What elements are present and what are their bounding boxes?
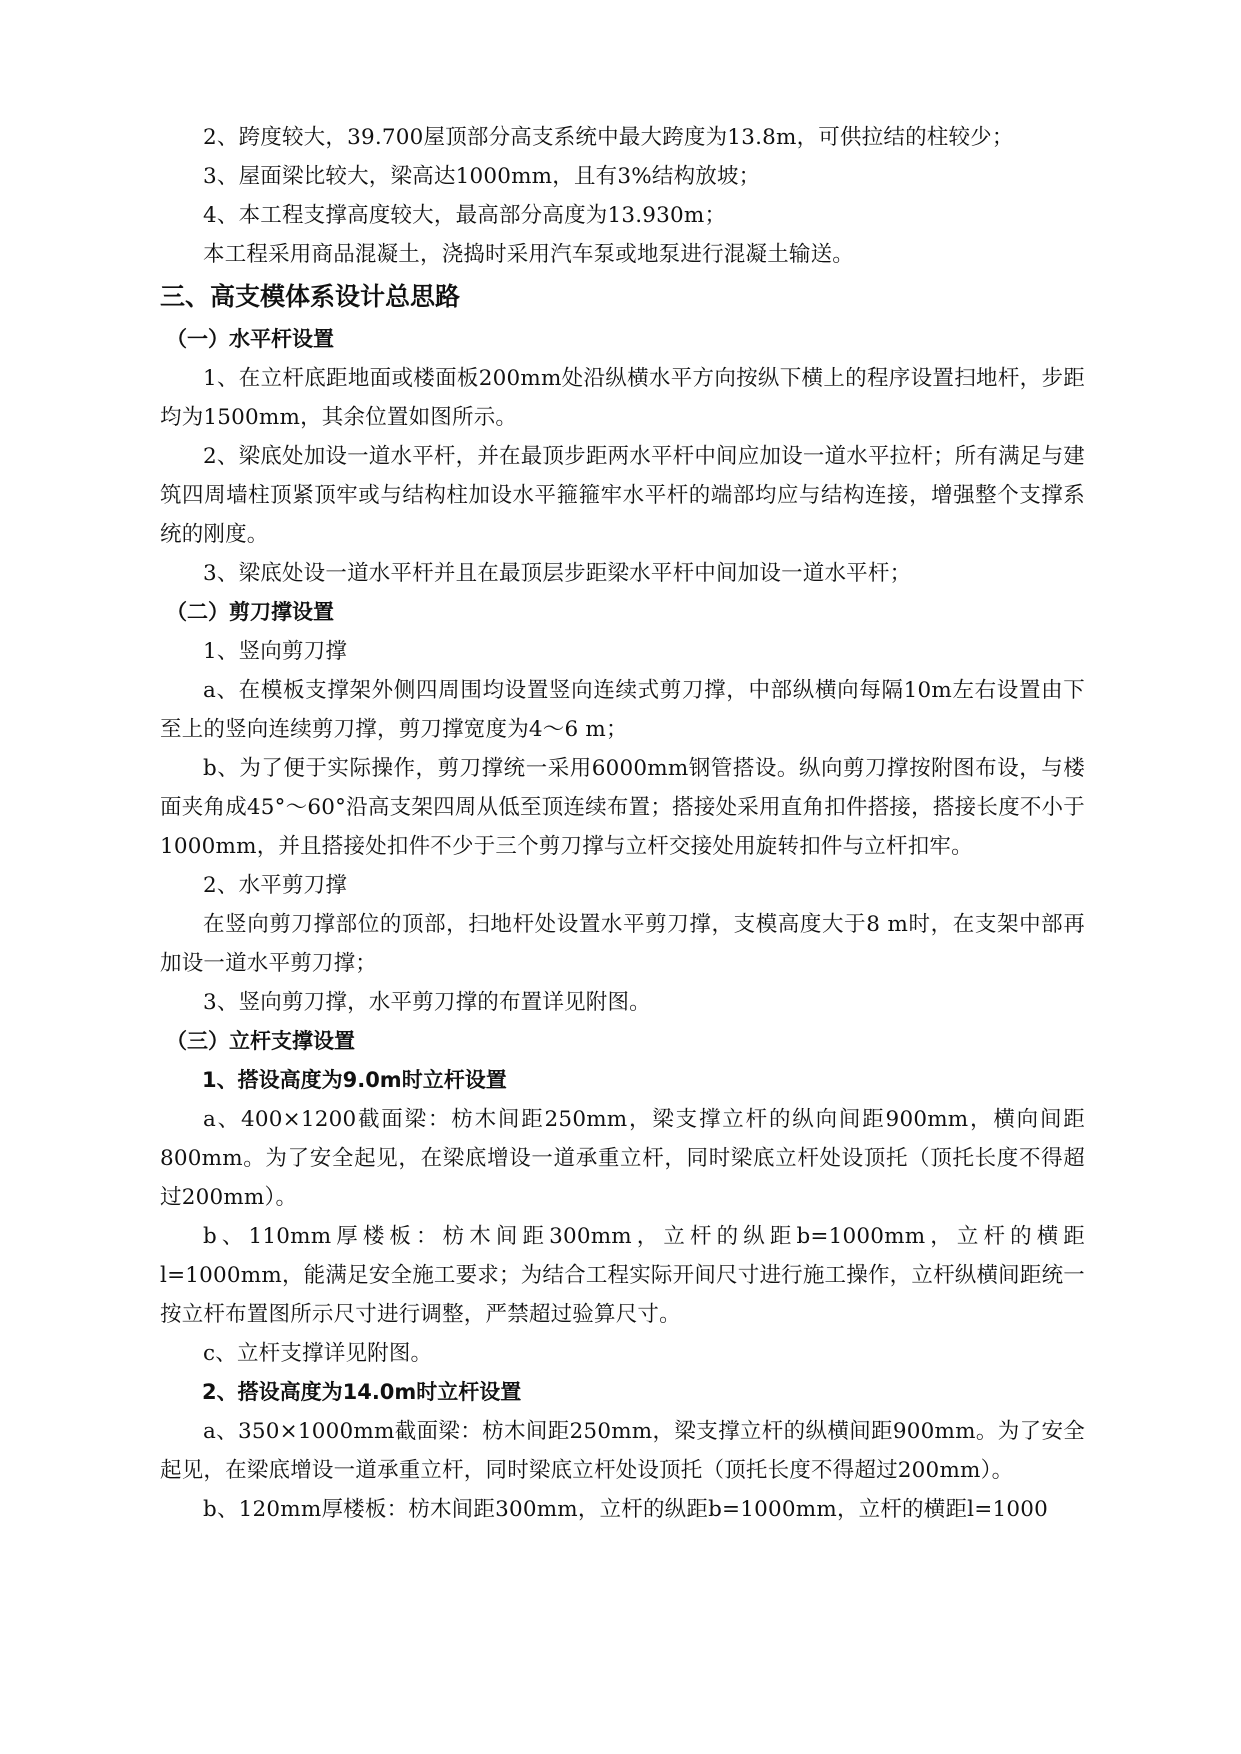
- section-heading: 三、高支模体系设计总思路: [160, 282, 461, 311]
- paragraph: a、在模板支撑架外侧四周围均设置竖向连续式剪刀撑，中部纵横向每隔10m左右设置由下至上的竖向连续剪刀撑，剪刀撑宽度为4～6 m；: [160, 678, 1085, 742]
- paragraph: a、400×1200截面梁：枋木间距250mm，梁支撑立杆的纵向间距900mm，横向间距800mm。为了安全起见，在梁底增设一道承重立杆，同时梁底立杆处设顶托（顶托长度不得超过200mm）。: [160, 1107, 1085, 1210]
- document-body: [160, 118, 1085, 1529]
- paragraph: b、120mm厚楼板：枋木间距300mm，立杆的纵距b=1000mm，立杆的横距l=1000: [203, 1497, 1048, 1522]
- paragraph: 4、本工程支撑高度较大，最高部分高度为13.930m；: [203, 203, 727, 228]
- paragraph: a、350×1000mm截面梁：枋木间距250mm，梁支撑立杆的纵横间距900mm。为了安全起见，在梁底增设一道承重立杆，同时梁底立杆处设顶托（顶托长度不得超过200mm）。: [160, 1419, 1085, 1483]
- paragraph: 3、竖向剪刀撑，水平剪刀撑的布置详见附图。: [203, 990, 651, 1015]
- subsection-heading: （一）水平杆设置: [166, 327, 334, 351]
- paragraph: 本工程采用商品混凝土，浇捣时采用汽车泵或地泵进行混凝土输送。: [203, 242, 855, 267]
- paragraph: 2、水平剪刀撑: [203, 873, 348, 898]
- paragraph: 3、梁底处设一道水平杆并且在最顶层步距梁水平杆中间加设一道水平杆；: [203, 561, 912, 586]
- paragraph: c、立杆支撑详见附图。: [203, 1341, 433, 1366]
- subsection-heading: （三）立杆支撑设置: [166, 1029, 355, 1053]
- item-heading: 1、搭设高度为9.0m时立杆设置: [202, 1068, 507, 1092]
- paragraph: 1、在立杆底距地面或楼面板200mm处沿纵横水平方向按纵下横上的程序设置扫地杆，步距均为1500mm，其余位置如图所示。: [160, 366, 1085, 430]
- paragraph: b、110mm厚楼板：枋木间距300mm，立杆的纵距b=1000mm，立杆的横距l=1000mm，能满足安全施工要求；为结合工程实际开间尺寸进行施工操作，立杆纵横间距统一按立杆布置图所示尺寸进行调整，严禁超过验算尺寸。: [160, 1224, 1085, 1327]
- paragraph: 1、竖向剪刀撑: [203, 639, 348, 664]
- item-heading: 2、搭设高度为14.0m时立杆设置: [202, 1380, 522, 1404]
- subsection-heading: （二）剪刀撑设置: [166, 600, 334, 624]
- paragraph: 2、梁底处加设一道水平杆，并在最顶步距两水平杆中间应加设一道水平拉杆；所有满足与建筑四周墙柱顶紧顶牢或与结构柱加设水平箍箍牢水平杆的端部均应与结构连接，增强整个支撑系统的刚度。: [160, 444, 1085, 547]
- paragraph: 2、跨度较大，39.700屋顶部分高支系统中最大跨度为13.8m，可供拉结的柱较少；: [203, 125, 1014, 150]
- paragraph: 在竖向剪刀撑部位的顶部，扫地杆处设置水平剪刀撑，支模高度大于8 m时，在支架中部再加设一道水平剪刀撑；: [160, 912, 1085, 976]
- paragraph: b、为了便于实际操作，剪刀撑统一采用6000mm钢管搭设。纵向剪刀撑按附图布设，与楼面夹角成45°～60°沿高支架四周从低至顶连续布置；搭接处采用直角扣件搭接，搭接长度不小于1000mm，并且搭接处扣件不少于三个剪刀撑与立杆交接处用旋转扣件与立杆扣牢。: [160, 756, 1085, 859]
- paragraph: 3、屋面梁比较大，梁高达1000mm，且有3%结构放坡；: [203, 164, 761, 189]
